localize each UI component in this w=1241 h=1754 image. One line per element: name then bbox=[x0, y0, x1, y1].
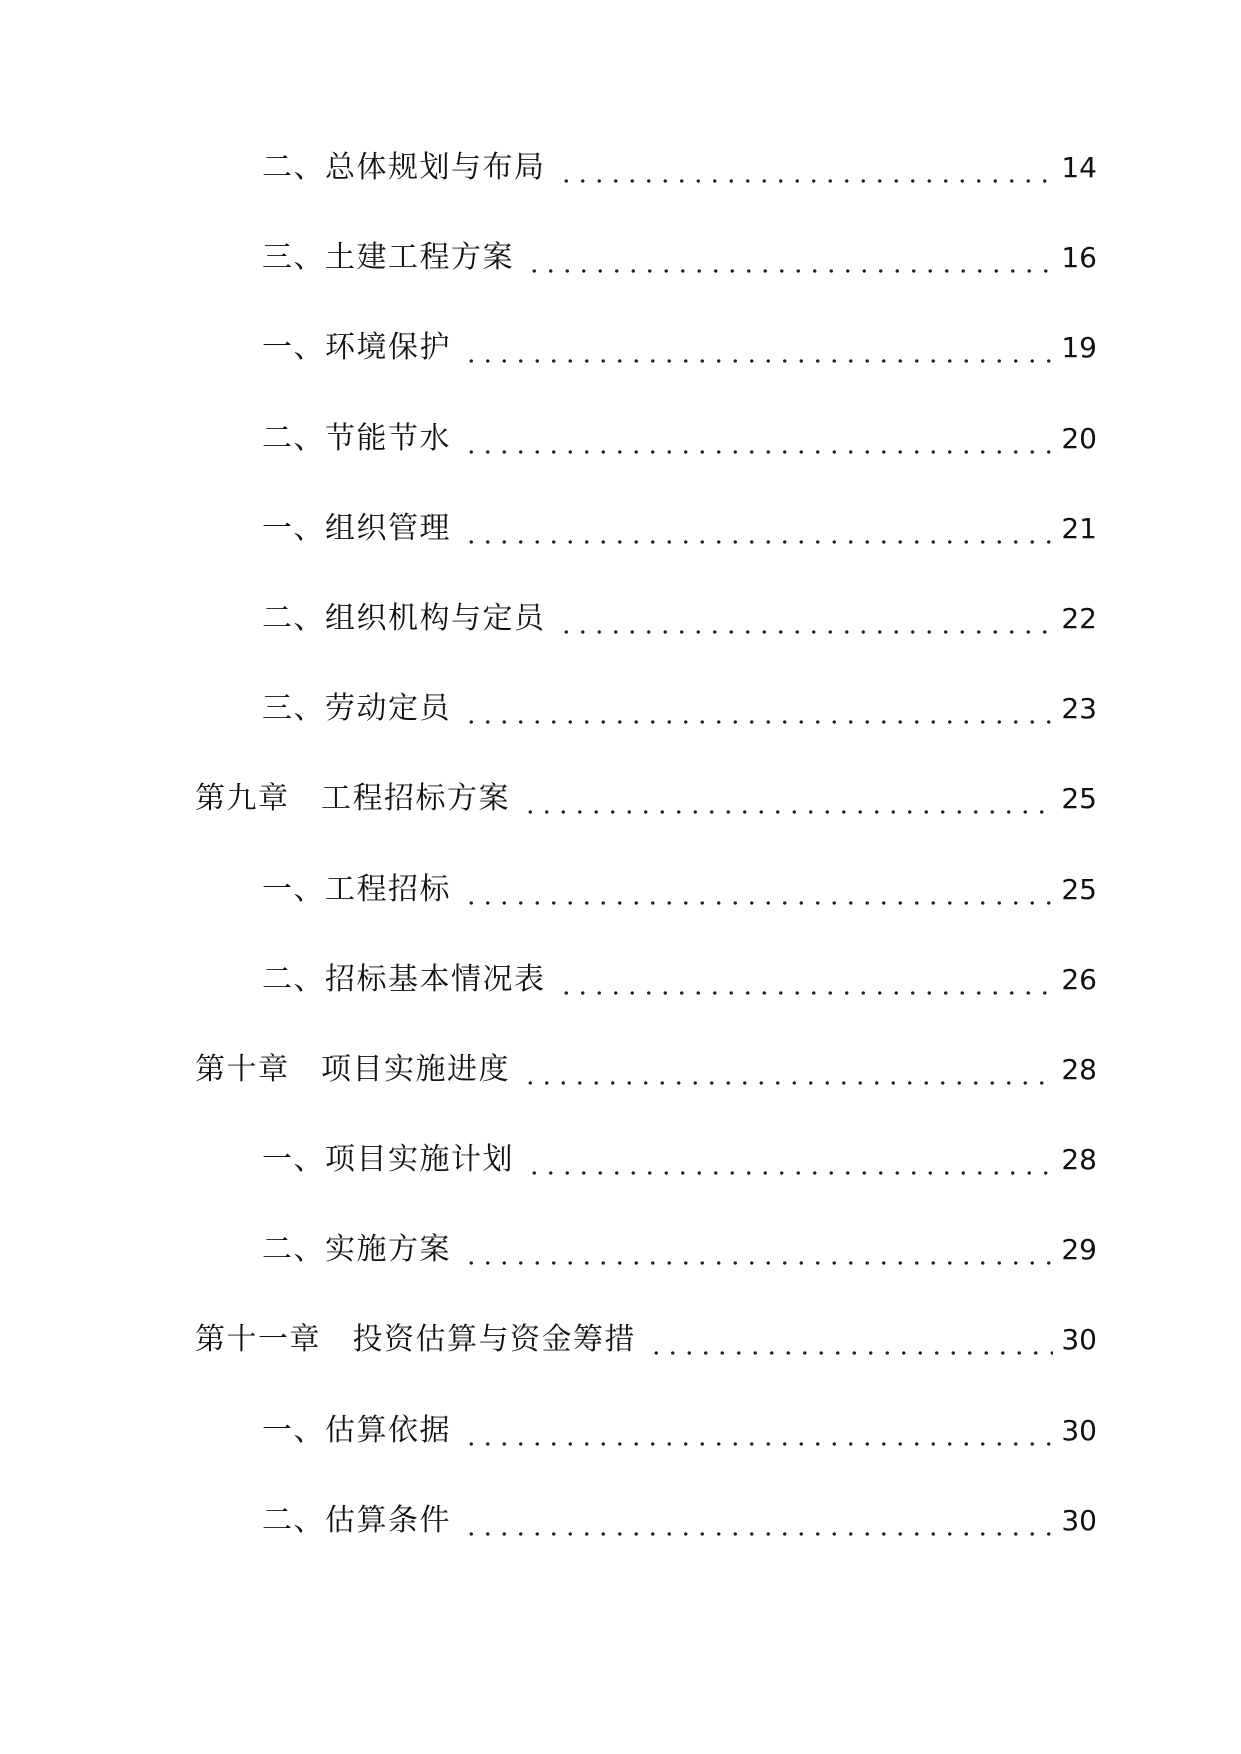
dot-leader bbox=[463, 419, 1053, 459]
dot-leader bbox=[463, 689, 1053, 729]
dot-leader bbox=[522, 1050, 1053, 1090]
toc-entry-page: 19 bbox=[1061, 331, 1097, 365]
dot-leader bbox=[558, 599, 1054, 639]
toc-entry-title: 一、项目实施计划 bbox=[262, 1142, 514, 1178]
dot-leader bbox=[463, 870, 1053, 910]
toc-entry-title: 二、估算条件 bbox=[262, 1502, 451, 1538]
toc-entry-page: 23 bbox=[1061, 692, 1097, 726]
toc-entry[interactable] bbox=[0, 148, 1241, 238]
toc-entry[interactable] bbox=[0, 689, 1241, 779]
dot-leader bbox=[463, 328, 1053, 368]
toc-entry[interactable] bbox=[0, 1230, 1241, 1320]
dot-leader bbox=[526, 1140, 1053, 1180]
toc-entry-page: 22 bbox=[1061, 601, 1097, 635]
toc-entry[interactable] bbox=[0, 1501, 1241, 1591]
toc-entry[interactable] bbox=[0, 1140, 1241, 1230]
toc-entry-title: 一、环境保护 bbox=[262, 330, 451, 366]
dot-leader bbox=[558, 960, 1054, 1000]
toc-entry-title: 三、土建工程方案 bbox=[262, 240, 514, 276]
toc-chapter-entry[interactable] bbox=[0, 1320, 1241, 1410]
dot-leader bbox=[463, 509, 1053, 549]
table-of-contents bbox=[0, 148, 1241, 1591]
toc-entry-page: 14 bbox=[1061, 151, 1097, 184]
toc-entry-title: 第十一章 投资估算与资金筹措 bbox=[195, 1322, 636, 1358]
toc-entry-title: 二、组织机构与定员 bbox=[262, 600, 546, 636]
toc-entry-title: 二、总体规划与布局 bbox=[262, 150, 546, 185]
toc-chapter-entry[interactable] bbox=[0, 779, 1241, 869]
dot-leader bbox=[463, 1230, 1053, 1270]
toc-entry-title: 二、节能节水 bbox=[262, 420, 451, 456]
toc-entry[interactable] bbox=[0, 1411, 1241, 1501]
toc-entry[interactable] bbox=[0, 599, 1241, 689]
toc-entry-page: 30 bbox=[1061, 1323, 1097, 1357]
toc-entry-page: 16 bbox=[1061, 241, 1097, 275]
dot-leader bbox=[648, 1320, 1053, 1360]
toc-entry-title: 一、组织管理 bbox=[262, 510, 451, 546]
toc-entry-page: 30 bbox=[1061, 1503, 1097, 1537]
toc-entry-title: 第十章 项目实施进度 bbox=[195, 1051, 510, 1087]
toc-entry-page: 28 bbox=[1061, 1052, 1097, 1086]
toc-entry-page: 21 bbox=[1061, 511, 1097, 545]
toc-entry[interactable] bbox=[0, 509, 1241, 599]
toc-chapter-entry[interactable] bbox=[0, 1050, 1241, 1140]
toc-entry[interactable] bbox=[0, 238, 1241, 328]
dot-leader bbox=[558, 148, 1054, 188]
toc-entry-page: 26 bbox=[1061, 962, 1097, 996]
dot-leader bbox=[526, 238, 1053, 278]
toc-entry-page: 28 bbox=[1061, 1143, 1097, 1177]
toc-entry-title: 第九章 工程招标方案 bbox=[195, 781, 510, 817]
dot-leader bbox=[463, 1411, 1053, 1451]
toc-entry-page: 29 bbox=[1061, 1233, 1097, 1267]
toc-entry[interactable] bbox=[0, 960, 1241, 1050]
toc-entry-page: 25 bbox=[1061, 782, 1097, 816]
toc-entry-title: 三、劳动定员 bbox=[262, 691, 451, 727]
toc-entry-page: 30 bbox=[1061, 1413, 1097, 1447]
toc-entry-title: 二、招标基本情况表 bbox=[262, 961, 546, 997]
toc-entry-page: 25 bbox=[1061, 872, 1097, 906]
toc-entry-title: 一、工程招标 bbox=[262, 871, 451, 907]
toc-entry-page: 20 bbox=[1061, 421, 1097, 455]
dot-leader bbox=[463, 1501, 1053, 1541]
toc-entry-title: 一、估算依据 bbox=[262, 1412, 451, 1448]
dot-leader bbox=[522, 779, 1053, 819]
toc-entry[interactable] bbox=[0, 328, 1241, 418]
toc-entry[interactable] bbox=[0, 870, 1241, 960]
toc-entry-title: 二、实施方案 bbox=[262, 1232, 451, 1268]
toc-entry[interactable] bbox=[0, 419, 1241, 509]
